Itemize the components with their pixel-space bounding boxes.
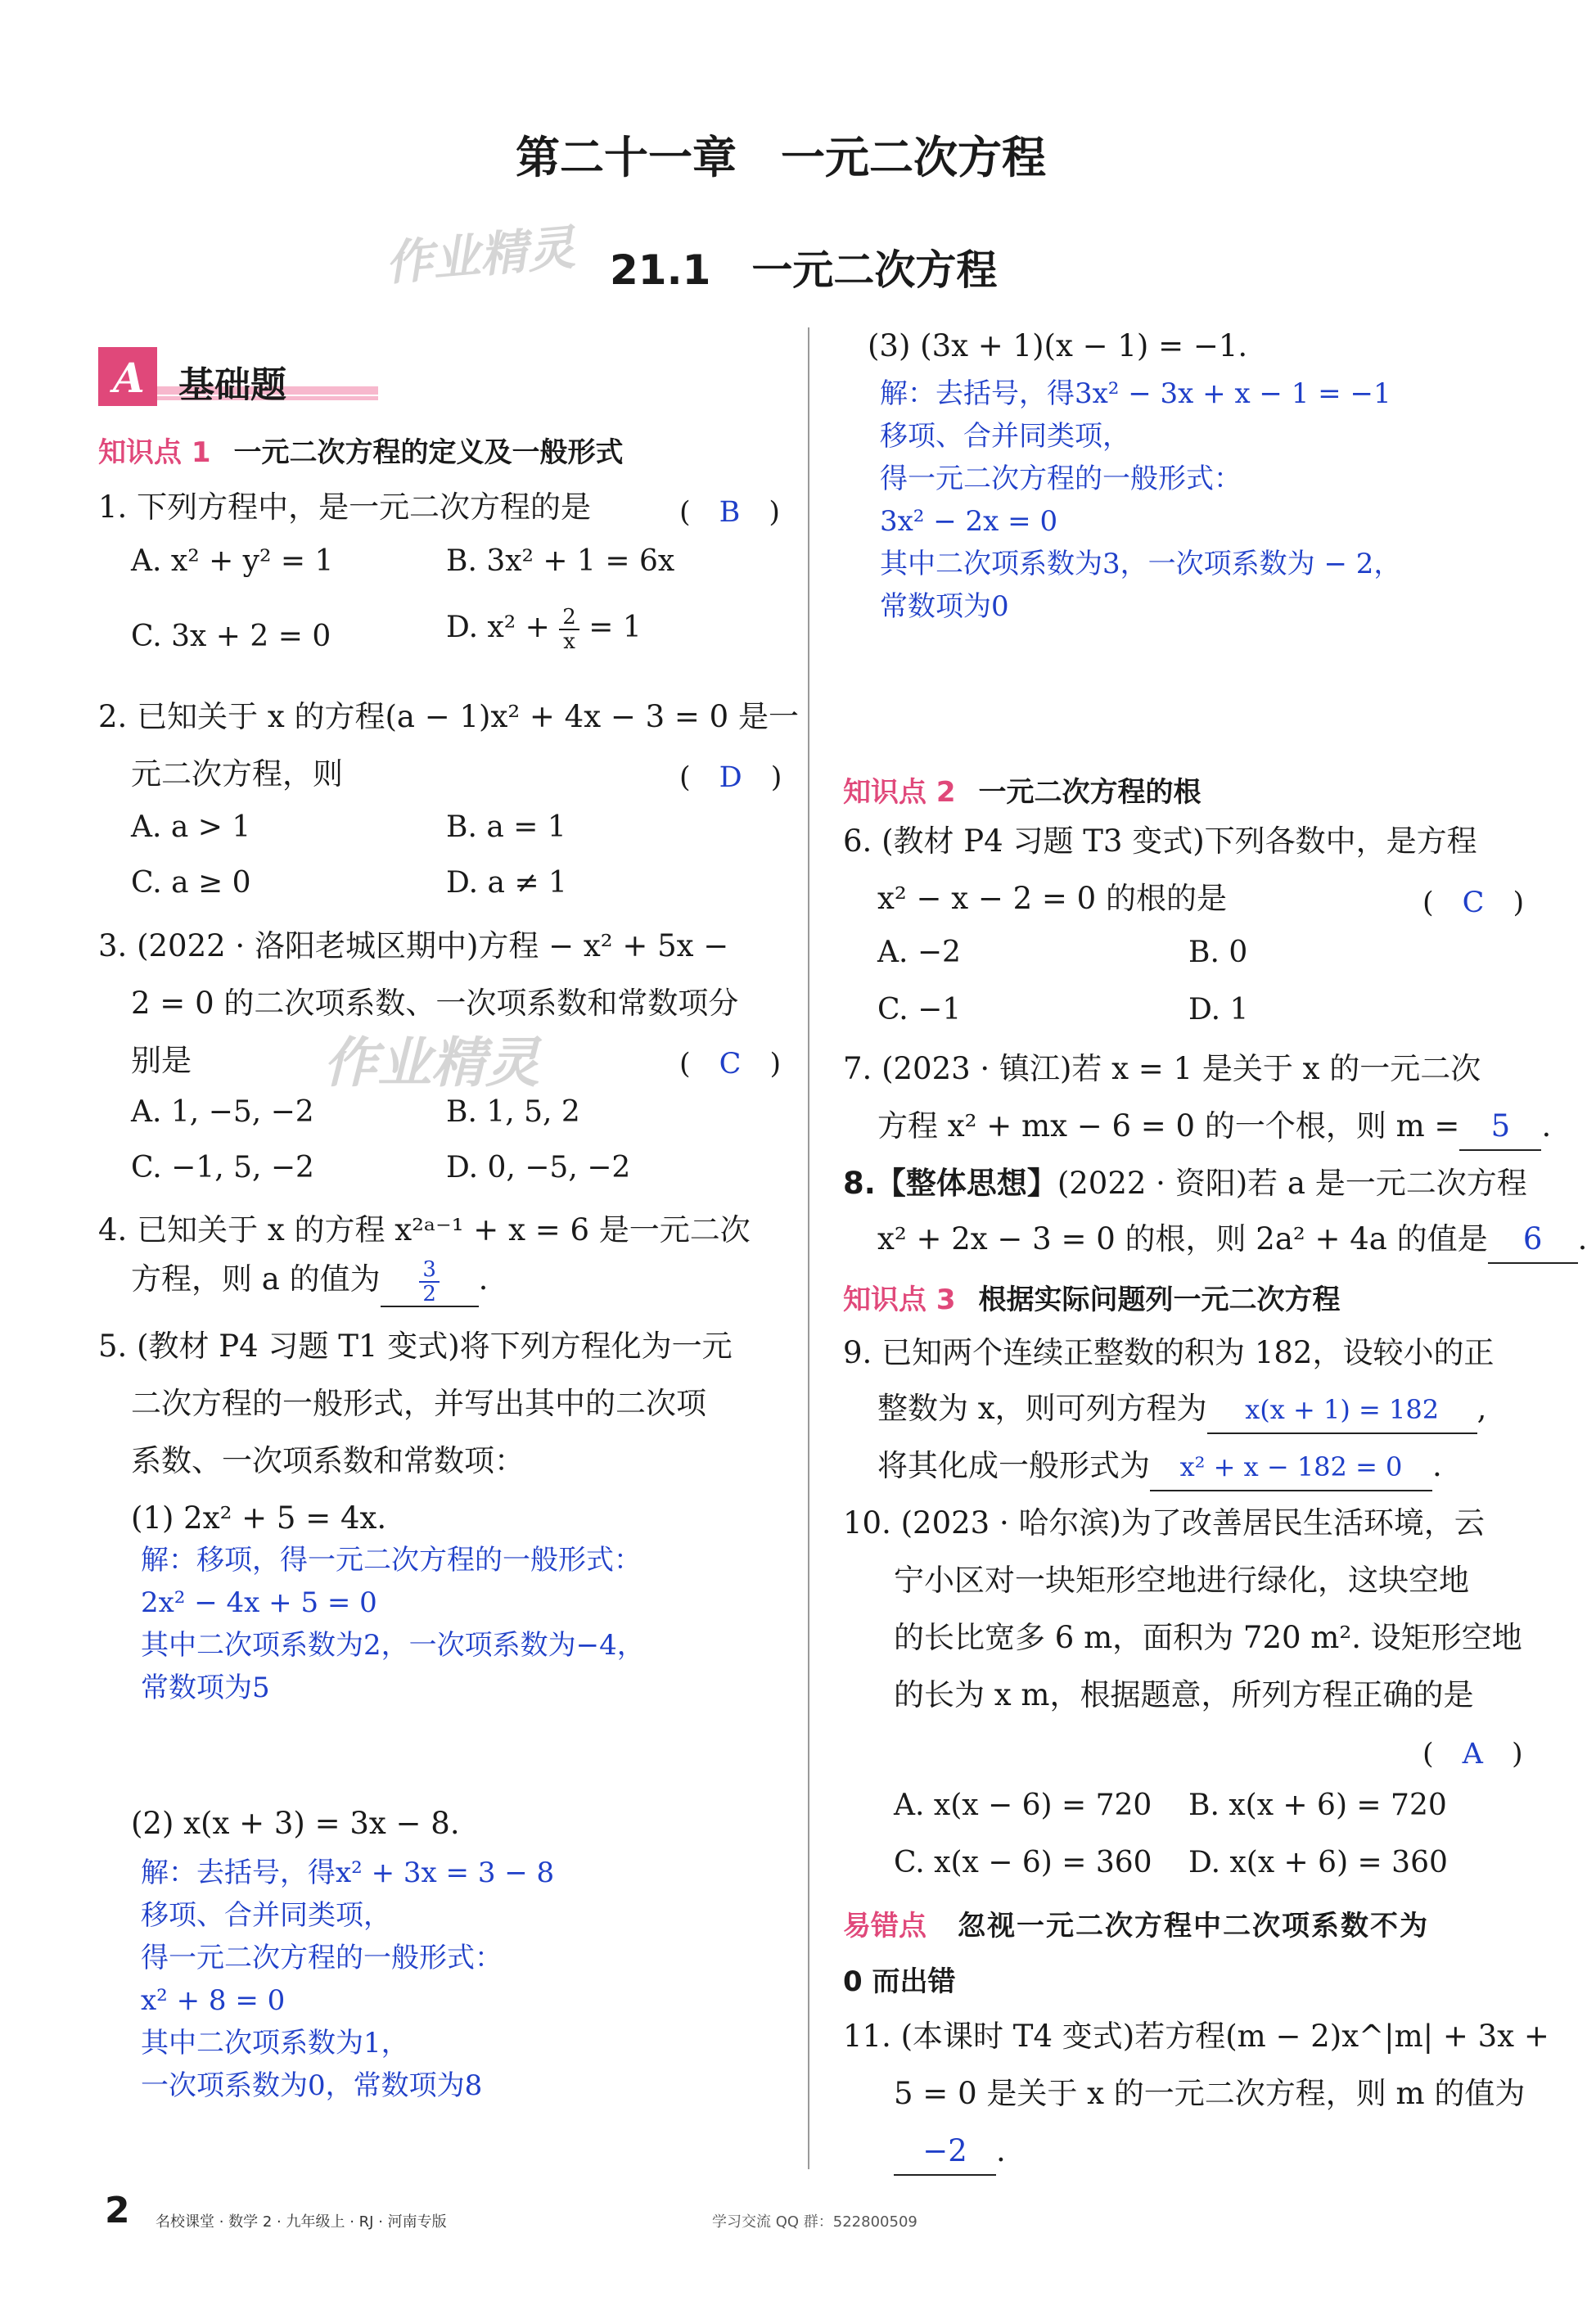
question-10-line1: 10. (2023 · 哈尔滨)为了改善居民生活环境，云 bbox=[843, 1505, 1485, 1541]
kp-tag: 知识点 3 bbox=[843, 1284, 956, 1316]
q1-option-c: C. 3x + 2 = 0 bbox=[131, 620, 331, 653]
q9-answer-blank-1: x(x + 1) = 182 bbox=[1207, 1387, 1477, 1434]
question-5-part1: (1) 2x² + 5 = 4x. bbox=[131, 1500, 387, 1536]
question-2-line1: 2. 已知关于 x 的方程(a − 1)x² + 4x − 3 = 0 是一 bbox=[98, 699, 799, 734]
q6-option-c: C. −1 bbox=[877, 993, 962, 1026]
q3-option-c: C. −1, 5, −2 bbox=[131, 1151, 314, 1184]
question-9-line1: 9. 已知两个连续正整数的积为 182，设较小的正 bbox=[843, 1335, 1495, 1370]
chapter-title: 第二十一章 一元二次方程 bbox=[516, 132, 1046, 183]
knowledge-point-error-line2: 0 而出错 bbox=[843, 1965, 956, 1998]
q10-option-d: D. x(x + 6) = 360 bbox=[1188, 1846, 1448, 1879]
question-10-answer: ( A ) bbox=[1422, 1738, 1523, 1771]
question-11-line3: −2 . bbox=[894, 2128, 1006, 2176]
q6-option-d: D. 1 bbox=[1188, 993, 1249, 1026]
badge-label: 基础题 bbox=[178, 364, 286, 406]
q11-answer-blank: −2 bbox=[894, 2128, 996, 2176]
knowledge-point-1 bbox=[98, 430, 624, 470]
q4-answer-blank: $\frac{3}{2}$ bbox=[381, 1257, 479, 1307]
q1-option-a: A. x² + y² = 1 bbox=[131, 544, 334, 578]
q1-option-b: B. 3x² + 1 = 6x bbox=[446, 544, 675, 578]
column-divider bbox=[808, 327, 809, 2169]
watermark-middle: 作业精灵 bbox=[323, 1031, 539, 1094]
question-7-line1: 7. (2023 · 镇江)若 x = 1 是关于 x 的一元二次 bbox=[843, 1051, 1481, 1086]
q9-answer-blank-2: x² + x − 182 = 0 bbox=[1150, 1444, 1432, 1491]
question-2-answer: ( D ) bbox=[679, 761, 782, 794]
qq-group: 学习交流 QQ 群：522800509 bbox=[712, 2213, 917, 2231]
question-6-line2: x² − x − 2 = 0 的根的是 bbox=[877, 881, 1227, 916]
question-11-line1: 11. (本课时 T4 变式)若方程(m − 2)x^|m| + 3x + bbox=[843, 2019, 1549, 2054]
knowledge-point-error bbox=[843, 1903, 1429, 1943]
question-5-line2: 二次方程的一般形式，并写出其中的二次项 bbox=[131, 1386, 706, 1421]
book-info: 名校课堂 · 数学 2 · 九年级上 · RJ · 河南专版 bbox=[156, 2213, 447, 2231]
q5-part2-solution: 解：去括号，得x² + 3x = 3 − 8 移项、合并同类项， 得一元二次方程的一般形式： x² + 8 = 0 其中二次项系数为1， 一次项系数为0，常数项为8 bbox=[141, 1857, 555, 2102]
question-3-answer: ( C ) bbox=[679, 1048, 782, 1081]
q10-option-c: C. x(x − 6) = 360 bbox=[894, 1846, 1152, 1879]
question-10-line4: 的长为 x m，根据题意，所列方程正确的是 bbox=[894, 1677, 1474, 1712]
q6-option-a: A. −2 bbox=[877, 936, 961, 969]
q3-option-d: D. 0, −5, −2 bbox=[446, 1151, 631, 1184]
section-title: 21.1 一元二次方程 bbox=[610, 246, 998, 294]
kp-tag: 知识点 2 bbox=[843, 776, 956, 809]
question-1-stem: 1. 下列方程中，是一元二次方程的是 bbox=[98, 490, 592, 525]
question-7-line2: 方程 x² + mx − 6 = 0 的一个根，则 m = 5 . bbox=[877, 1103, 1551, 1151]
question-4-line2: 方程，则 a 的值为 $\frac{3}{2}$ . bbox=[131, 1257, 489, 1306]
q3-option-b: B. 1, 5, 2 bbox=[446, 1095, 580, 1129]
question-2-line2: 元二次方程，则 bbox=[131, 756, 343, 792]
knowledge-point-2 bbox=[843, 769, 1202, 810]
q8-answer-blank: 6 bbox=[1488, 1216, 1578, 1264]
kp-tag: 知识点 1 bbox=[98, 436, 211, 469]
question-1-answer: ( B ) bbox=[679, 496, 781, 529]
question-3-line2: 2 = 0 的二次项系数、一次项系数和常数项分 bbox=[131, 986, 739, 1021]
badge-letter: A bbox=[113, 354, 145, 402]
q1-option-d: D. x² + $\frac{2}{x}$ = 1 bbox=[446, 605, 642, 654]
question-11-line2: 5 = 0 是关于 x 的一元二次方程，则 m 的值为 bbox=[894, 2076, 1526, 2111]
question-6-line1: 6. (教材 P4 习题 T3 变式)下列各数中，是方程 bbox=[843, 823, 1477, 859]
question-9-line2: 整数为 x，则可列方程为 x(x + 1) = 182 , bbox=[877, 1386, 1486, 1434]
question-8-line1: 8.【整体思想】(2022 · 资阳)若 a 是一元二次方程 bbox=[843, 1166, 1527, 1201]
section-badge bbox=[98, 344, 385, 417]
q2-option-b: B. a = 1 bbox=[446, 810, 566, 844]
question-3-line3: 别是 bbox=[131, 1043, 192, 1078]
kp-text: 一元二次方程的定义及一般形式 bbox=[233, 436, 624, 469]
q2-option-c: C. a ≥ 0 bbox=[131, 866, 251, 900]
knowledge-point-3 bbox=[843, 1277, 1341, 1317]
kp-text: 一元二次方程的根 bbox=[978, 776, 1202, 809]
question-5-line3: 系数、一次项系数和常数项： bbox=[131, 1443, 525, 1478]
q5-part3-solution: 解：去括号，得3x² − 3x + x − 1 = −1 移项、合并同类项， 得一元二次方程的一般形式： 3x² − 2x = 0 其中二次项系数为3，一次项系数为 − 2， 常数项为0 bbox=[880, 377, 1402, 623]
question-6-answer: ( C ) bbox=[1422, 887, 1525, 919]
q2-option-a: A. a > 1 bbox=[131, 810, 251, 844]
q10-option-b: B. x(x + 6) = 720 bbox=[1188, 1789, 1447, 1822]
question-10-line2: 宁小区对一块矩形空地进行绿化，这块空地 bbox=[894, 1563, 1469, 1598]
question-3-line1: 3. (2022 · 洛阳老城区期中)方程 − x² + 5x − bbox=[98, 928, 729, 963]
q3-option-a: A. 1, −5, −2 bbox=[131, 1095, 314, 1129]
question-5-line1: 5. (教材 P4 习题 T1 变式)将下列方程化为一元 bbox=[98, 1329, 733, 1364]
question-5-part2: (2) x(x + 3) = 3x − 8. bbox=[131, 1806, 460, 1841]
kp-text: 根据实际问题列一元二次方程 bbox=[978, 1284, 1341, 1316]
q6-option-b: B. 0 bbox=[1188, 936, 1248, 969]
q10-option-a: A. x(x − 6) = 720 bbox=[894, 1789, 1152, 1822]
q7-answer-blank: 5 bbox=[1459, 1103, 1541, 1151]
watermark-top: 作业精灵 bbox=[382, 219, 577, 291]
q5-part1-solution: 解：移项，得一元二次方程的一般形式： 2x² − 4x + 5 = 0 其中二次项系数为2，一次项系数为−4， 常数项为5 bbox=[141, 1544, 645, 1704]
page-number: 2 bbox=[105, 2190, 130, 2231]
question-4-line1: 4. 已知关于 x 的方程 x²ᵃ⁻¹ + x = 6 是一元二次 bbox=[98, 1212, 751, 1247]
kp-tag: 易错点 bbox=[843, 1910, 926, 1942]
question-8-line2: x² + 2x − 3 = 0 的根，则 2a² + 4a 的值是 6 . bbox=[877, 1216, 1587, 1264]
kp-text: 忽视一元二次方程中二次项系数不为 bbox=[958, 1910, 1429, 1942]
question-9-line3: 将其化成一般形式为 x² + x − 182 = 0 . bbox=[877, 1443, 1442, 1491]
question-10-line3: 的长比宽多 6 m，面积为 720 m². 设矩形空地 bbox=[894, 1620, 1522, 1655]
q2-option-d: D. a ≠ 1 bbox=[446, 866, 567, 900]
question-5-part3: (3) (3x + 1)(x − 1) = −1. bbox=[868, 328, 1248, 363]
